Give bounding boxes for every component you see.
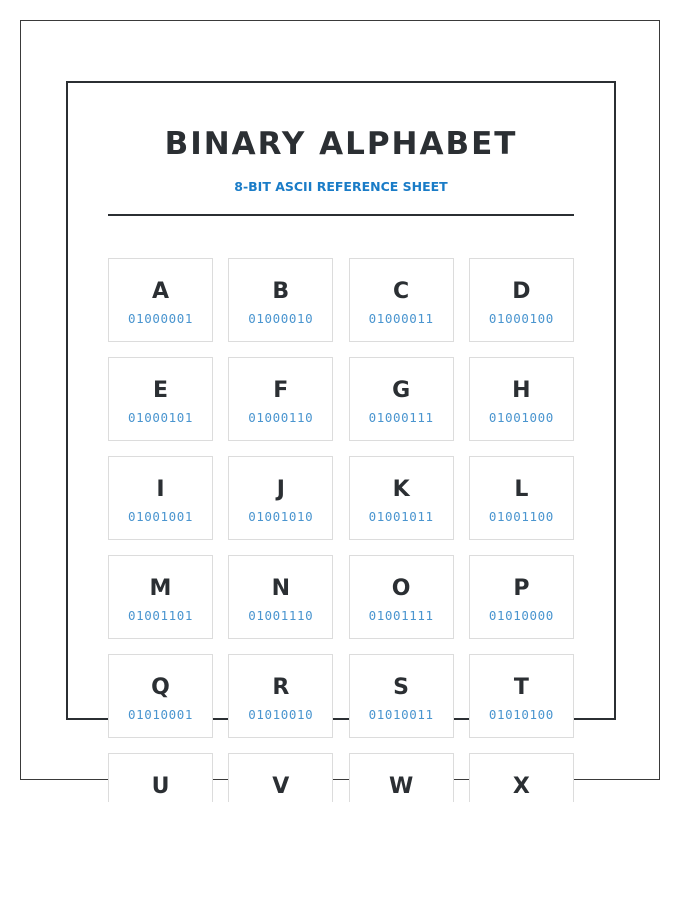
letter-card <box>108 753 213 802</box>
binary-code: 01001000 <box>488 410 554 425</box>
binary-code: 01001111 <box>368 608 434 623</box>
letter-card <box>349 258 454 342</box>
letter-glyph: F <box>273 378 289 403</box>
letter-card <box>349 555 454 639</box>
binary-code: 01000111 <box>368 410 434 425</box>
letter-card <box>349 654 454 738</box>
letter-card <box>469 357 574 441</box>
page-subtitle: 8-BIT ASCII REFERENCE SHEET <box>234 179 448 194</box>
letter-glyph: M <box>149 576 172 601</box>
binary-code: 01001110 <box>248 608 314 623</box>
binary-code: 01001100 <box>488 509 554 524</box>
letter-glyph: W <box>388 774 414 799</box>
letter-glyph: S <box>393 675 410 700</box>
letter-card <box>228 555 333 639</box>
reference-sheet <box>108 100 574 802</box>
binary-code: 01001010 <box>248 509 314 524</box>
letter-card <box>108 357 213 441</box>
letter-card <box>228 753 333 802</box>
letter-glyph: C <box>393 279 410 304</box>
binary-code: 01010000 <box>488 608 554 623</box>
letter-glyph: D <box>512 279 531 304</box>
letter-card <box>108 555 213 639</box>
letter-glyph: A <box>151 279 170 304</box>
page-title: BINARY ALPHABET <box>164 126 518 162</box>
letter-glyph: U <box>151 774 170 799</box>
letter-card <box>108 258 213 342</box>
letter-card <box>469 258 574 342</box>
letter-glyph: T <box>513 675 529 700</box>
letter-card <box>108 654 213 738</box>
binary-code: 01000110 <box>248 410 314 425</box>
binary-code: 01000011 <box>368 311 434 326</box>
binary-code: 01001101 <box>127 608 193 623</box>
letter-card <box>469 555 574 639</box>
letter-card <box>469 753 574 802</box>
letter-card <box>228 258 333 342</box>
letter-glyph: H <box>512 378 531 403</box>
letter-card <box>469 654 574 738</box>
letter-glyph: J <box>276 477 285 502</box>
letter-card <box>349 456 454 540</box>
binary-code: 01010011 <box>368 707 434 722</box>
letter-card <box>228 456 333 540</box>
binary-code: 01001001 <box>127 509 193 524</box>
letter-glyph: V <box>272 774 290 799</box>
letter-glyph: G <box>392 378 411 403</box>
letter-glyph: P <box>513 576 530 601</box>
binary-code: 01000101 <box>127 410 193 425</box>
letter-card <box>108 456 213 540</box>
letter-glyph: I <box>156 477 165 502</box>
binary-code: 01010001 <box>127 707 193 722</box>
letter-card <box>349 357 454 441</box>
binary-code: 01010010 <box>248 707 314 722</box>
binary-code: 01000010 <box>248 311 314 326</box>
binary-code: 01000100 <box>488 311 554 326</box>
letter-card <box>469 456 574 540</box>
letter-grid <box>108 258 574 802</box>
letter-glyph: B <box>272 279 290 304</box>
binary-code: 01010100 <box>488 707 554 722</box>
letter-glyph: X <box>512 774 530 799</box>
letter-glyph: E <box>152 378 169 403</box>
binary-code: 01000001 <box>127 311 193 326</box>
letter-glyph: Q <box>151 675 170 700</box>
letter-glyph: K <box>392 477 410 502</box>
binary-code: 01001011 <box>368 509 434 524</box>
letter-glyph: L <box>514 477 529 502</box>
letter-glyph: O <box>391 576 411 601</box>
letter-card <box>228 654 333 738</box>
letter-glyph: N <box>271 576 290 601</box>
letter-glyph: R <box>272 675 290 700</box>
letter-card <box>349 753 454 802</box>
letter-card <box>228 357 333 441</box>
title-divider <box>108 214 574 216</box>
